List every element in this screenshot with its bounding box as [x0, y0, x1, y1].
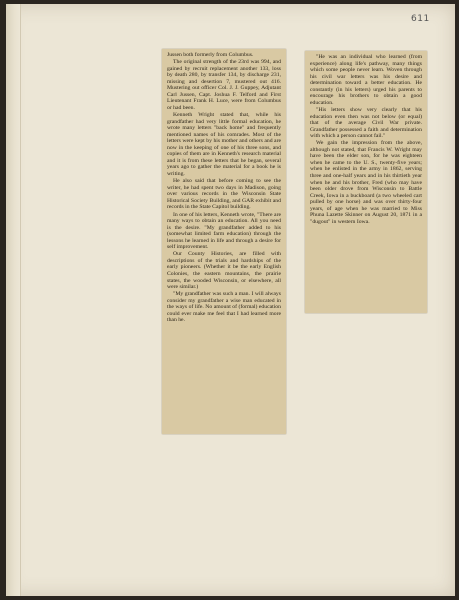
clipping-paragraph: "His letters show very clearly that his education even then was not below (or equal) that of the average Civil War private. Grandfather possessed a faith and determination with which a person cannot fail."	[310, 106, 422, 140]
page-number: 611	[411, 14, 430, 24]
clipping-paragraph: Kenneth Wright stated that, while his grandfather had very little formal education, he wrote many letters "back home" and frequently mentioned names of his comrades. Most of the letters were kept by his mother and others and are now in the keeping of one of his three sons, and copies of them are in Kenneth's research material and it is from these letters that he began, several years ago to gather the material for a book he is writing.	[167, 112, 281, 178]
clipping-paragraph: "He was an individual who learned (from experience) along life's pathway, many things which some people never learn. Woven through his civil war letters was his desire and determination toward a better education. He constantly (in his letters) urged his parents to encourage his brothers to obtain a good education.	[310, 54, 422, 106]
clipping-paragraph: In one of his letters, Kenneth wrote, "There are many ways to obtain an education. All you need is the desire. "My grandfather added to his (somewhat limited farm education) through the lessons he learned in life and through a desire for self improvement.	[167, 211, 281, 251]
newspaper-clipping-right	[305, 51, 427, 313]
clipping-paragraph: Our County Histories, are filled with descriptions of the trials and hardships of the early pioneers. (Whether it be the early English Colonies, the eastern mountains, the prairie states, the wooded Wisconsin, or elsewhere, all were similar.)	[167, 251, 281, 291]
clipping-paragraph: "My grandfather was such a man. I will always consider my grandfather a wise man educated in the ways of life. No amount of (formal) education could ever make me feel that I had learned more than he.	[167, 291, 281, 324]
page-binding-edge	[6, 4, 21, 596]
clipping-paragraph: He also said that before coming to see the writer, he had spent two days in Madison, going over various records in the Wisconsin State Historical Society Building, and GAR exhibit and records in the State Capitol building.	[167, 178, 281, 211]
clipping-paragraph: The original strength of the 23rd was 994, and gained by recruit replacement another 133, loss by death 280, by transfer 134, by discharge 231, missing and desertion 7, mustered out 416. Mustering out officer Col. J. J. Guppey, Adjutant Carl Jussen, Capt. Joshua F. Telford and First Lieutenant Frank H. Luce, were from Columbus or had been.	[167, 59, 281, 111]
newspaper-clipping-left	[162, 49, 286, 434]
clipping-paragraph: Jussen both formerly from Columbus.	[167, 52, 254, 58]
clipping-paragraph: We gain the impression from the above, although not stated, that Francis W. Wright may have been the elder son, for he was eighteen when he came to the U. S., twenty-five years; when he enlisted in the army in 1862, serving three and one-half years and in his thirtieth year when he and his brother, Fred (who may have been older drove from Wisconsin to Battle Creek, Iowa in a buckboard (a two wheeled cart pulled by one horse) and was over thirty-four years, of age when he was married to Miss Phuna Lazette Skinner on August 20, 1871 in a "dugout" in western Iowa.	[310, 140, 422, 225]
